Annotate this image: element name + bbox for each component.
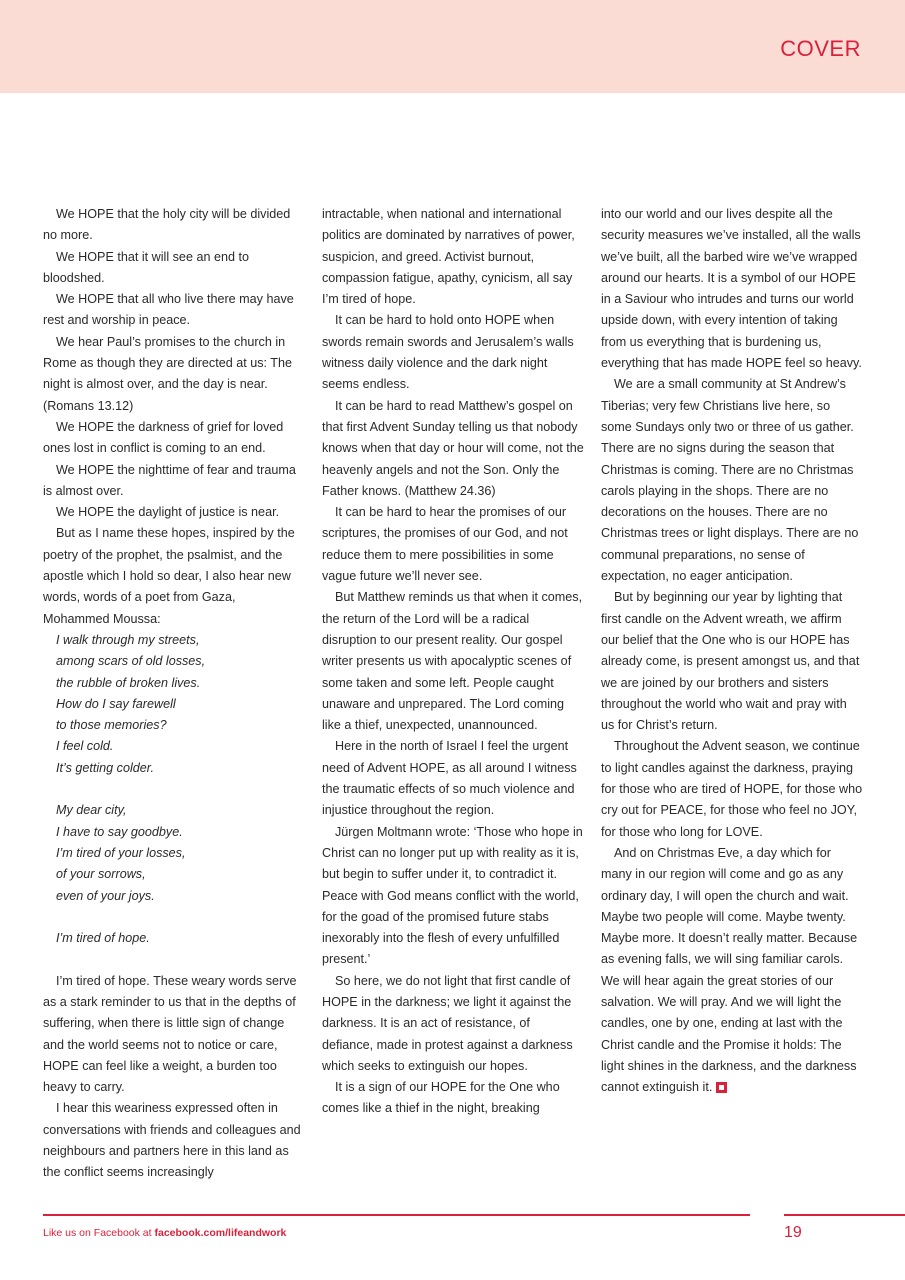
poem-line: the rubble of broken lives.	[56, 675, 201, 690]
article-column-2	[322, 204, 584, 1120]
poem-line: I have to say goodbye.	[56, 824, 183, 839]
poem-line: How do I say farewell	[56, 696, 176, 711]
paragraph: It can be hard to hear the promises of our scriptures, the promises of our God, and not reduce them to mere possibilities in some vague future we’ll never see.	[322, 505, 568, 584]
paragraph: It is a sign of our HOPE for the One who comes like a thief in the night, breaking	[322, 1080, 560, 1116]
footer-prefix: Like us on Facebook at	[43, 1227, 155, 1239]
footer-rule	[43, 1214, 750, 1216]
paragraph: We are a small community at St Andrew’s Tiberias; very few Christians live here, so some Sundays only two or three of us gather. There are no signs during the season that Christmas is coming. There are no Christmas carols playing in the shops. There are no decorations on the houses. There are no Christmas trees or light displays. There are no communal preparations, no sense of expectation, no eager anticipation.	[601, 377, 859, 584]
paragraph: We HOPE that all who live there may have rest and worship in peace.	[43, 292, 294, 328]
poem-line: to those memories?	[56, 718, 167, 733]
section-label: COVER	[780, 36, 861, 61]
poem-line: among scars of old losses,	[56, 654, 206, 669]
paragraph: We hear Paul’s promises to the church in Rome as though they are directed at us: The night is almost over, and the day is near. (Romans 13.12)	[43, 334, 292, 413]
poem-line: I feel cold.	[56, 739, 114, 754]
paragraph	[601, 843, 863, 1099]
last-paragraph-text: And on Christmas Eve, a day which for many in our region will come and go as any ordinary day, I will open the church and wait. Maybe two people will come. Maybe twenty. Maybe more. It doesn’t really matter. Because as evening falls, we will sing familiar carols. We will hear again the great stories of our salvation. We will pray. And we will light the candles, one by one, ending at last with the Christ candle and the Promise it holds: The light shines in the darkness, and the darkness cannot extinguish it.	[601, 845, 858, 1095]
poem-line: even of your joys.	[56, 888, 155, 903]
paragraph: We HOPE that the holy city will be divided no more.	[43, 207, 291, 243]
poem-line: I’m tired of your losses,	[56, 845, 186, 860]
article-column-1	[43, 204, 305, 1184]
paragraph: It can be hard to read Matthew’s gospel on that first Advent Sunday telling us that nobody knows when that day or hour will come, not the heavenly angels and not the Son. Only the Father knows. (Matthew 24.36)	[322, 398, 584, 498]
paragraph: So here, we do not light that first candle of HOPE in the darkness; we light it against the darkness. It is an act of resistance, of defiance, made in protest against a darkness which seeks to extinguish our hopes.	[322, 973, 573, 1073]
paragraph: We HOPE that it will see an end to bloodshed.	[43, 249, 249, 285]
paragraph: We HOPE the daylight of justice is near.	[56, 505, 280, 520]
paragraph: I hear this weariness expressed often in conversations with friends and colleagues and neighbours and partners here in this land as the conflict seems increasingly	[43, 1101, 301, 1180]
poem-line: It’s getting colder.	[56, 760, 155, 775]
header-band	[0, 0, 905, 93]
paragraph: into our world and our lives despite all the security measures we’ve installed, all the walls we’ve built, all the barbed wire we’ve wrapped around our hearts. It is a symbol of our HOPE in a Saviour who intrudes and turns our world upside down, with every intention of taking from us everything that is burdening us, everything that has made HOPE feel so heavy.	[601, 207, 862, 371]
paragraph: But by beginning our year by lighting that first candle on the Advent wreath, we affirm our belief that the One who is our HOPE has already come, is present amongst us, and that we are joined by our brothers and sisters throughout the world who wait and pray with us for Christ’s return.	[601, 590, 860, 733]
paragraph: intractable, when national and international politics are dominated by narratives of power, suspicion, and greed. Activist burnout, compassion fatigue, apathy, cynicism, all say I’m tired of hope.	[322, 207, 575, 307]
footer-rule-page	[784, 1214, 905, 1216]
end-of-article-icon	[717, 1083, 726, 1092]
paragraph: Jürgen Moltmann wrote: ‘Those who hope in Christ can no longer put up with reality as it is, but begin to suffer under it, to contradict it. Peace with God means conflict with the world, for the goad of the promised future stabs inexorably into the flesh of every unfulfilled present.’	[322, 824, 583, 967]
paragraph: We HOPE the darkness of grief for loved ones lost in conflict is coming to an end.	[43, 419, 284, 456]
poem-line: I’m tired of hope.	[56, 931, 150, 946]
poem-line: of your sorrows,	[56, 867, 146, 882]
paragraph: It can be hard to hold onto HOPE when swords remain swords and Jerusalem’s walls witness daily violence and the dark night seems endless.	[322, 313, 574, 392]
paragraph: We HOPE the nighttime of fear and trauma is almost over.	[43, 462, 296, 498]
poem	[43, 630, 305, 949]
page-number: 19	[784, 1224, 802, 1241]
poem-line: I walk through my streets,	[56, 632, 200, 647]
article-column-3	[601, 204, 863, 1098]
paragraph: Here in the north of Israel I feel the urgent need of Advent HOPE, as all around I witness the traumatic effects of so much violence and injustice throughout the region.	[322, 739, 577, 818]
poem-line: My dear city,	[56, 803, 127, 818]
paragraph: Throughout the Advent season, we continue to light candles against the darkness, praying for those who are tired of HOPE, for those who cry out for PEACE, for those who feel no JOY, for those who long for LOVE.	[601, 739, 863, 839]
paragraph: But Matthew reminds us that when it comes, the return of the Lord will be a radical disruption to our present reality. Our gospel writer presents us with apocalyptic scenes of some taken and some left. People caught unaware and unprepared. The Lord coming like a thief, unexpected, unannounced.	[322, 590, 583, 733]
paragraph: But as I name these hopes, inspired by the poetry of the prophet, the psalmist, and the apostle which I hold so dear, I also hear new words, words of a poet from Gaza, Mohammed Moussa:	[43, 526, 295, 626]
footer-facebook-note	[43, 1227, 286, 1239]
paragraph: I’m tired of hope. These weary words serve as a stark reminder to us that in the depths of suffering, when there is little sign of change and the world seems not to notice or care, HOPE can feel like a weight, a burden too heavy to carry.	[43, 973, 297, 1095]
facebook-link[interactable]: facebook.com/lifeandwork	[154, 1227, 287, 1239]
